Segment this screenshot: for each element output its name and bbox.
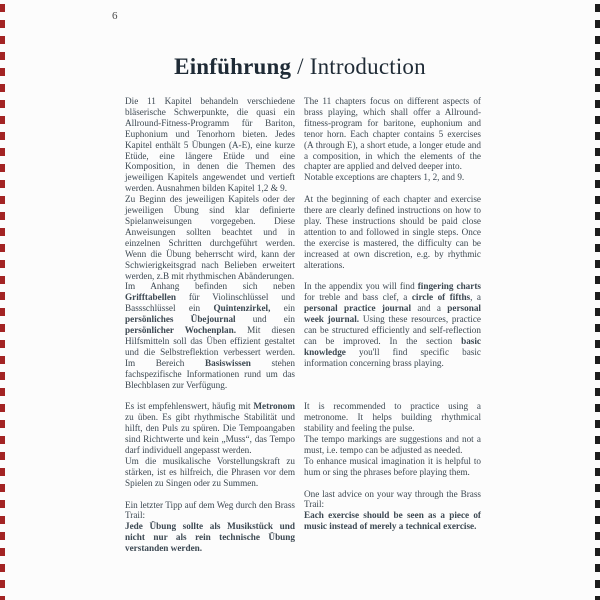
page-number: 6 [112, 10, 118, 22]
text-run: Um die musikalische Vorstellungskraft zu stärken, ist es hilfreich, die Phrasen vor dem Spielen zu Singen oder zu Summen. [125, 455, 295, 488]
emphasized-text-run: fingering charts [417, 281, 481, 292]
emphasized-text-run: personal week journal. [304, 303, 481, 325]
text-run: Mit diesen Hilfsmitteln soll das Üben effizient gestaltet und die Selbstreflektion verbessert werden. Im Bereich [125, 325, 295, 368]
text-run: Notable exceptions are chapters 1, 2, and 9. [304, 172, 465, 183]
paragraph [125, 96, 295, 194]
text-run: Es ist empfehlenswert, häufig mit [125, 401, 254, 412]
paragraph [125, 521, 295, 554]
paragraph [304, 456, 481, 478]
paragraph [304, 96, 481, 172]
title-english: Introduction [309, 54, 426, 79]
left-edge-dash-border [0, 4, 5, 600]
text-run: Zu Beginn des jeweiligen Kapitels oder der jeweiligen Übung sind klar definierte Spielanweisungen vorgegeben. Diese Anweisungen sollten beachtet und in einzelnen Schritten durchgeführt werden. Wenn die Übung beherrscht wird, kann der Schwierigkeitsgrad nach Belieben erweitert werden, z.B mit rhythmischen Abänderungen. [125, 194, 295, 281]
title-german: Einführung [174, 54, 292, 79]
text-run: One last advice on your way through the Brass Trail: [304, 488, 481, 510]
text-run: for treble and bass clef, a [304, 292, 412, 303]
text-run: ein [270, 303, 295, 314]
paragraph [125, 500, 295, 522]
paragraph [304, 172, 481, 183]
paragraph [304, 489, 481, 511]
paragraph [304, 194, 481, 270]
paragraph [125, 281, 295, 390]
emphasized-text-run: persönlicher Wochenplan. [125, 325, 237, 336]
emphasized-text-run: Metronom [253, 401, 295, 412]
text-run: stehen fachspezifische Informationen rund um das Blechblasen zur Verfügung. [125, 357, 295, 390]
emphasized-text-run: Each exercise should be seen as a piece of music instead of merely a technical exercise. [304, 510, 481, 532]
text-run: Using these resources, practice can be structured efficiently and self-reflection can be improved. In the section [304, 314, 481, 346]
emphasized-text-run: Jede Übung sollte als Musikstück und nicht nur als rein technische Übung verstanden werden. [125, 521, 295, 554]
text-run: It is recommended to practice using a metronome. It helps building rhythmical stability and feeling the pulse. [304, 401, 481, 434]
emphasized-text-run: basic knowledge [304, 335, 481, 357]
text-run: In the appendix you will find [304, 281, 418, 292]
emphasized-text-run: circle of fifths [411, 292, 471, 303]
text-run: The 11 chapters focus on different aspects of brass playing, which shall offer a Allround-fitness-program for baritone, euphonium and tenor horn. Each chapter contains 5 exercises (A through E), a short etude, a longer etude and a composition, in which the elements of the chapter are applied and delved deeper into. [304, 96, 481, 172]
page-title [0, 54, 600, 80]
text-run: Im Anhang befinden sich neben [125, 281, 295, 292]
text-run: Ein letzter Tipp auf dem Weg durch den Brass Trail: [125, 499, 295, 521]
text-run: zu üben. Es gibt rhythmische Stabilität und hilft, den Puls zu spüren. Die Tempoangaben sind Richtwerte und kein „Muss“, das Tempo darf individuell angepasst werden. [125, 412, 295, 455]
emphasized-text-run: Quintenzirkel, [213, 303, 271, 314]
text-run: Die 11 Kapitel behandeln verschiedene bläserische Schwerpunkte, die quasi ein Allround-Fitness-Programm für Bariton, Euphonium und Tenorhorn bieten. Jedes Kapitel enthält 5 Übungen (A-E), eine kurze Etüde, eine längere Etüde und eine Komposition, in denen die Themen des jeweiligen Kapitels angewendet und vertieft werden. Ausnahmen bilden Kapitel 1,2 & 9. [125, 96, 295, 194]
text-run: und ein [235, 314, 295, 325]
column-english [304, 96, 481, 532]
text-run: you'll find specific basic information concerning brass playing. [304, 346, 481, 368]
paragraph [125, 194, 295, 281]
paragraph [304, 281, 481, 368]
paragraph [304, 434, 481, 456]
text-run: , a [470, 292, 482, 303]
paragraph [304, 401, 481, 434]
right-edge-dash-border [595, 4, 600, 600]
emphasized-text-run: Grifftabellen [125, 292, 177, 303]
text-run: At the beginning of each chapter and exercise there are clearly defined instructions on how to play. These instructions should be paid close attention to and followed in single steps. Once the exercise is mastered, the difficulty can be increased at own discretion, e.g. by rhythmic alterations. [304, 194, 481, 270]
column-german [125, 96, 295, 554]
title-separator: / [291, 54, 310, 79]
text-run: and a [411, 303, 448, 314]
text-run: The tempo markings are suggestions and not a must, i.e. tempo can be adjusted as needed. [304, 434, 481, 455]
emphasized-text-run: persönliches Übejournal [125, 314, 236, 325]
text-run: To enhance musical imagination it is helpful to hum or sing the phrases before playing them. [304, 455, 481, 477]
emphasized-text-run: personal practice journal [304, 303, 412, 314]
text-columns [125, 96, 481, 554]
paragraph [125, 401, 295, 456]
text-run: für Violinschlüssel und Bassschlüssel ein [125, 292, 295, 314]
emphasized-text-run: Basiswissen [204, 357, 251, 368]
paragraph [304, 510, 481, 532]
paragraph [125, 456, 295, 489]
